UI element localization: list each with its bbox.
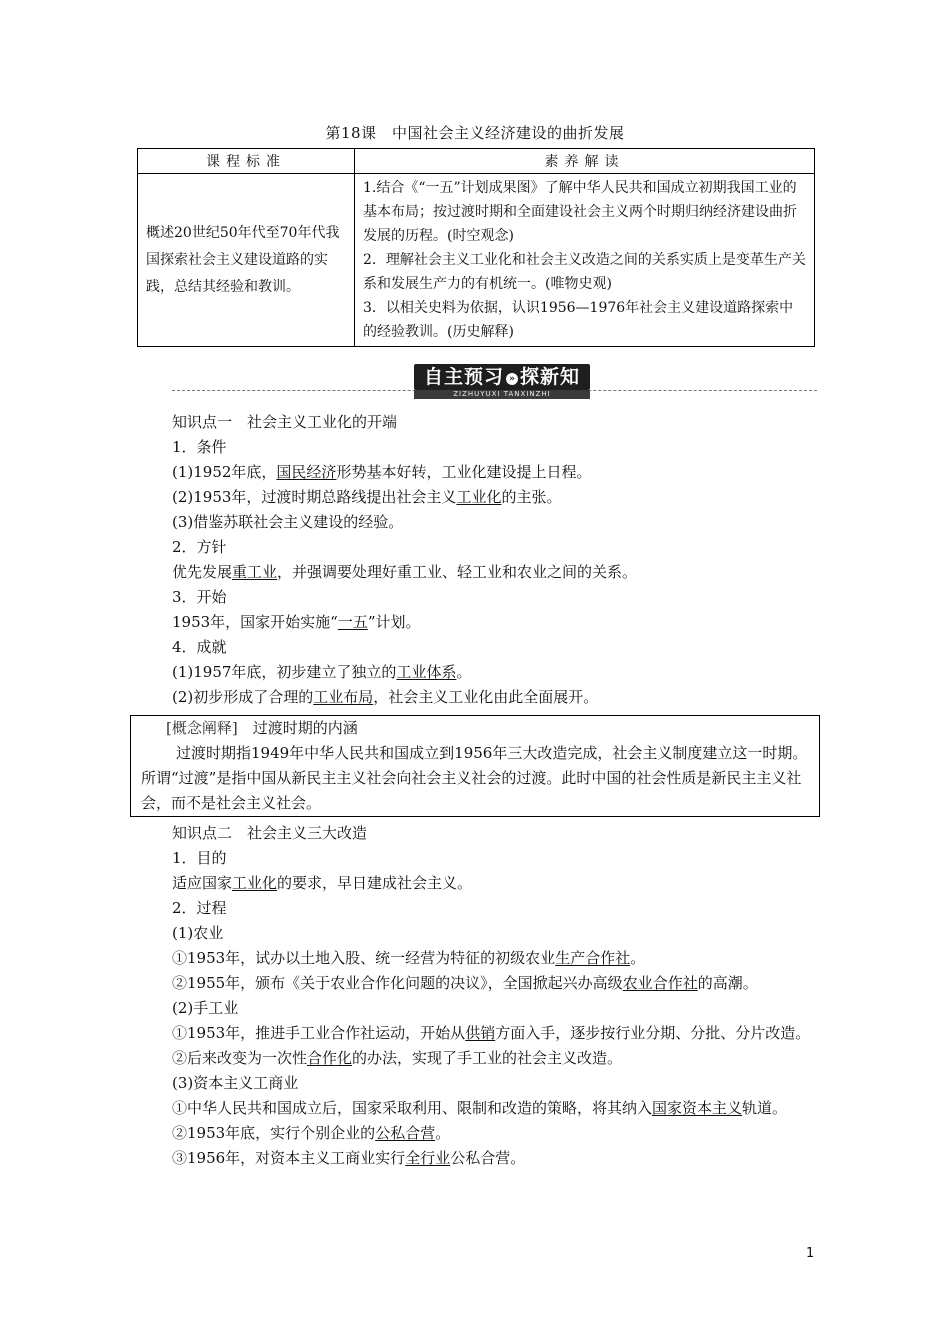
paragraph: (2)1953年，过渡时期总路线提出社会主义工业化的主张。 <box>172 488 562 506</box>
key-term: 供销 <box>465 1024 496 1042</box>
subheading: 1．条件 <box>172 438 227 456</box>
banner-title-part1: 自主预习 <box>423 366 504 388</box>
curriculum-standard-cell: 概述20世纪50年代至70年代我国探索社会主义建设道路的实践，总结其经验和教训。 <box>138 174 355 347</box>
paragraph: ①1953年，试办以土地入股、统一经营为特征的初级农业生产合作社。 <box>172 949 646 967</box>
paragraph: 适应国家工业化的要求，早日建成社会主义。 <box>172 874 473 892</box>
paragraph: (2)初步形成了合理的工业布局，社会主义工业化由此全面展开。 <box>172 688 599 706</box>
paragraph: ③1956年，对资本主义工商业实行全行业公私合营。 <box>172 1149 526 1167</box>
literacy-interpretation-cell <box>355 174 815 347</box>
paragraph: (1)1952年底，国民经济形势基本好转，工业化建设提上日程。 <box>172 463 592 481</box>
document-body <box>137 410 817 1171</box>
key-term: 工业化 <box>232 874 278 892</box>
key-term: 工业化 <box>456 488 502 506</box>
banner-title-part2: 探新知 <box>520 366 581 388</box>
key-term: 一五 <box>337 613 368 631</box>
key-term: 公私合营 <box>375 1124 436 1142</box>
paragraph: ①中华人民共和国成立后，国家采取利用、限制和改造的策略，将其纳入国家资本主义轨道。 <box>172 1099 788 1117</box>
paragraph: ②后来改变为一次性合作化的办法，实现了手工业的社会主义改造。 <box>172 1049 623 1067</box>
paragraph: 1953年，国家开始实施“一五”计划。 <box>172 613 421 631</box>
key-term: 重工业 <box>232 563 278 581</box>
literacy-item: 2．理解社会主义工业化和社会主义改造之间的关系实质上是变革生产关系和发展生产力的有机统一。(唯物史观) <box>363 252 806 292</box>
section-heading: 知识点二 社会主义三大改造 <box>172 824 368 842</box>
subheading: 1．目的 <box>172 849 227 867</box>
paragraph: (1)1957年底，初步建立了独立的工业体系。 <box>172 663 472 681</box>
key-term: 生产合作社 <box>555 949 631 967</box>
key-term: 工业布局 <box>313 688 374 706</box>
double-chevron-icon: » <box>506 373 518 385</box>
paragraph: ②1953年底，实行个别企业的公私合营。 <box>172 1124 451 1142</box>
header-literacy-interpretation: 素养解读 <box>355 149 815 174</box>
lesson-title: 第18课 中国社会主义经济建设的曲折发展 <box>325 124 625 142</box>
key-term: 农业合作社 <box>622 974 698 992</box>
literacy-item: 3．以相关史料为依据，认识1956—1976年社会主义建设道路探索中的经验教训。(历史解释) <box>363 300 794 340</box>
subheading: (3)资本主义工商业 <box>172 1074 299 1092</box>
key-term: 全行业 <box>405 1149 451 1167</box>
concept-title: 过渡时期的内涵 <box>252 719 358 737</box>
section-banner <box>172 362 817 398</box>
concept-explanation-box <box>130 715 820 817</box>
concept-heading <box>141 716 815 741</box>
subheading: 2．方针 <box>172 538 227 556</box>
table-header-row <box>138 149 815 174</box>
header-curriculum-standard: 课程标准 <box>138 149 355 174</box>
literacy-item: 1.结合《“一五”计划成果图》了解中华人民共和国成立初期我国工业的基本布局；按过渡时期和全面建设社会主义两个时期归纳经济建设曲折发展的历程。(时空观念) <box>363 180 797 244</box>
section-heading: 知识点一 社会主义工业化的开端 <box>172 413 398 431</box>
subheading: (2)手工业 <box>172 999 239 1017</box>
subheading: 3．开始 <box>172 588 227 606</box>
subheading: 4．成就 <box>172 638 227 656</box>
paragraph: ①1953年，推进手工业合作社运动，开始从供销方面入手，逐步按行业分期、分批、分片改造。 <box>172 1024 811 1042</box>
paragraph: 优先发展重工业，并强调要处理好重工业、轻工业和农业之间的关系。 <box>172 563 638 581</box>
key-term: 国家资本主义 <box>652 1099 743 1117</box>
key-term: 合作化 <box>307 1049 353 1067</box>
key-term: 工业体系 <box>396 663 457 681</box>
key-term: 国民经济 <box>276 463 337 481</box>
page-number: 1 <box>806 1246 815 1261</box>
concept-tag: [概念阐释] <box>166 719 238 737</box>
curriculum-standards-table <box>137 148 815 347</box>
paragraph: ②1955年，颁布《关于农业合作化问题的决议》，全国掀起兴办高级农业合作社的高潮。 <box>172 974 758 992</box>
banner-pinyin: ZIZHUYUXI TANXINZHI <box>414 390 590 399</box>
subheading: 2．过程 <box>172 899 227 917</box>
subheading: (1)农业 <box>172 924 224 942</box>
banner-title-box <box>414 364 590 390</box>
paragraph: (3)借鉴苏联社会主义建设的经验。 <box>172 513 404 531</box>
concept-body: 过渡时期指1949年中华人民共和国成立到1956年三大改造完成，社会主义制度建立这一时期。所谓“过渡”是指中国从新民主主义社会向社会主义社会的过渡。此时中国的社会性质是新民主主义社会，而不是社会主义社会。 <box>141 744 808 812</box>
table-row <box>138 174 815 347</box>
